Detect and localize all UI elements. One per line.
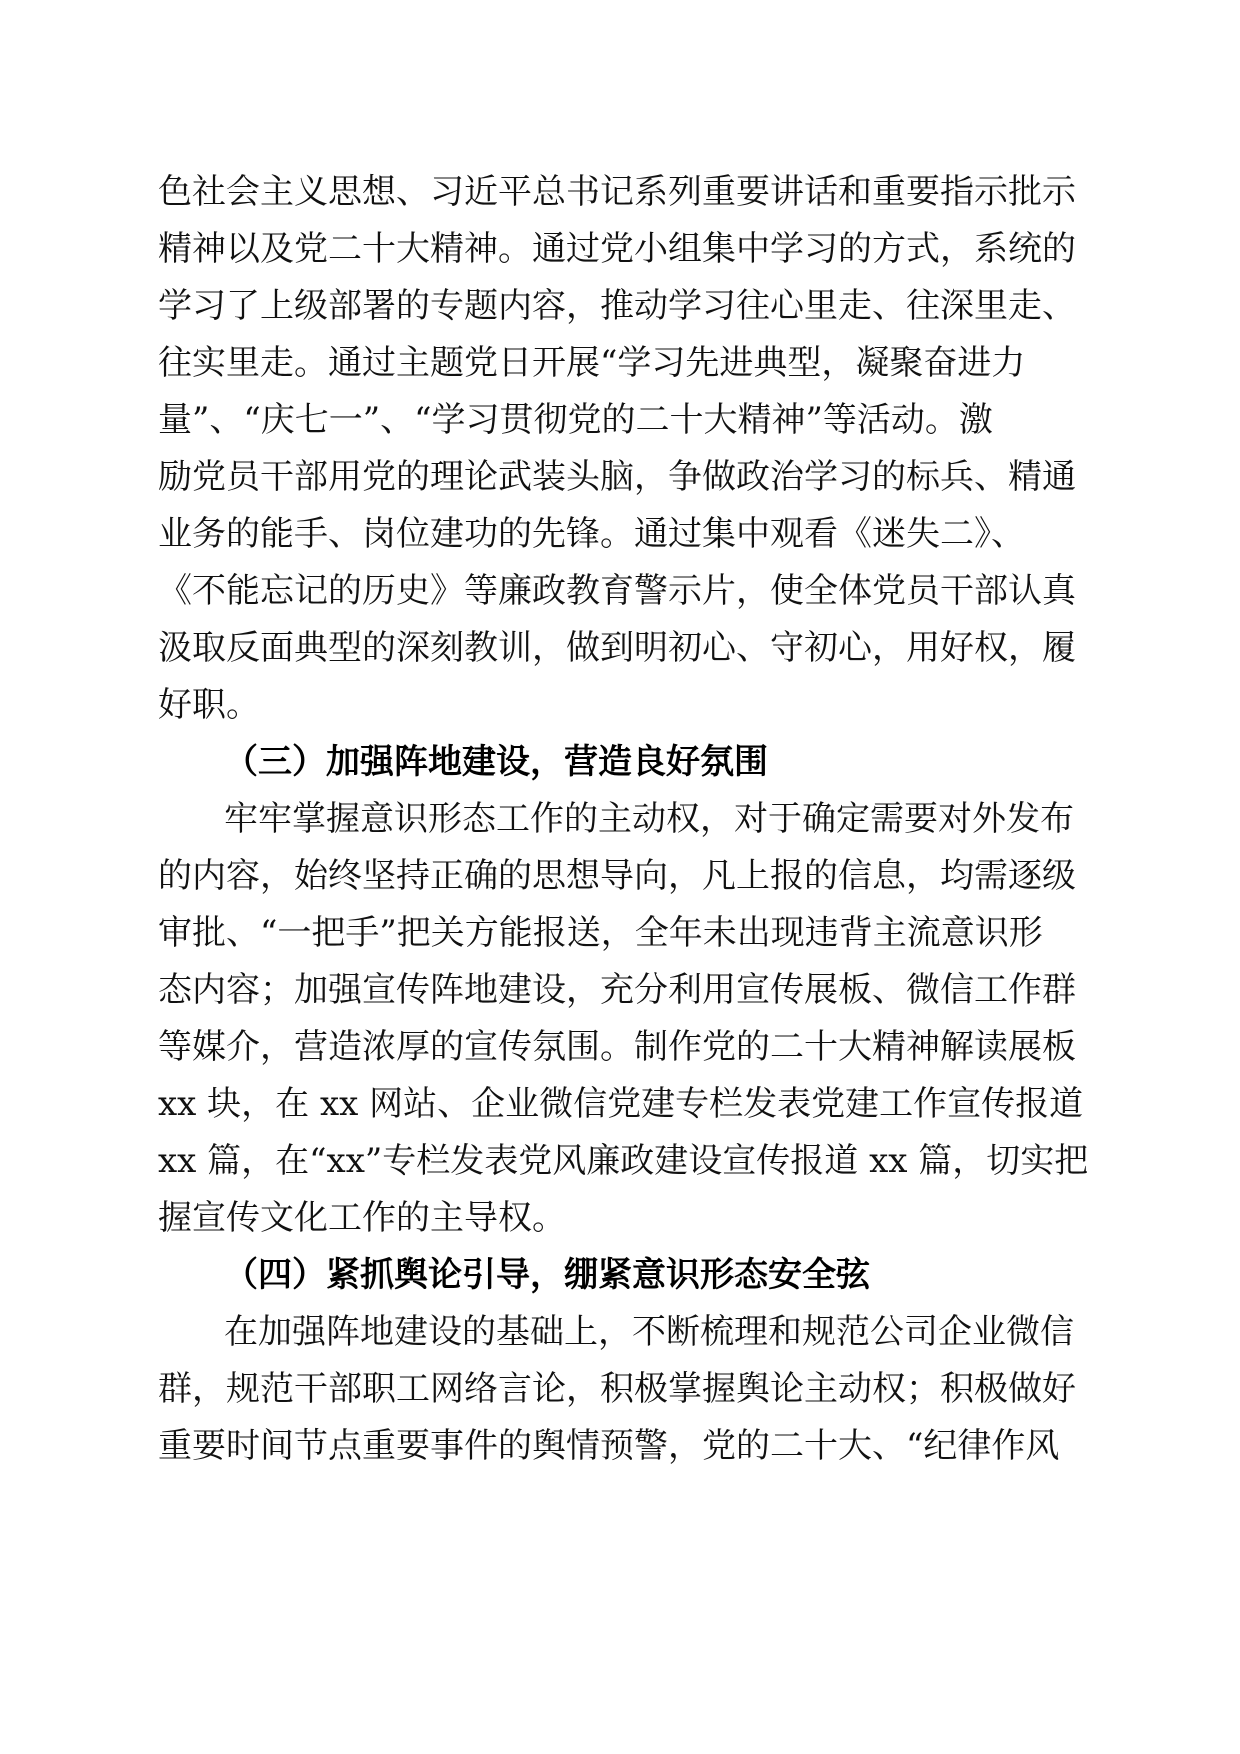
- paragraph-1-line-8: 《不能忘记的历史》等廉政教育警示片，使全体党员干部认真: [158, 571, 1076, 611]
- paragraph-1-line-10: 好职。: [158, 685, 260, 725]
- section-4-heading: （四）紧抓舆论引导，绷紧意识形态安全弦: [224, 1255, 870, 1295]
- paragraph-1-line-2: 精神以及党二十大精神。通过党小组集中学习的方式，系统的: [158, 229, 1076, 269]
- paragraph-1-line-6: 励党员干部用党的理论武装头脑，争做政治学习的标兵、精通: [158, 457, 1076, 497]
- section-4-line-1: 在加强阵地建设的基础上，不断梳理和规范公司企业微信: [224, 1312, 1074, 1352]
- section-3-line-8: 握宣传文化工作的主导权。: [158, 1198, 566, 1238]
- section-4-line-2: 群，规范干部职工网络言论，积极掌握舆论主动权；积极做好: [158, 1369, 1076, 1409]
- paragraph-1-line-3: 学习了上级部署的专题内容，推动学习往心里走、往深里走、: [158, 286, 1076, 326]
- paragraph-1-line-5: 量”、“庆七一”、“学习贯彻党的二十大精神”等活动。激: [158, 400, 993, 440]
- section-3-line-1: 牢牢掌握意识形态工作的主动权，对于确定需要对外发布: [224, 799, 1074, 839]
- paragraph-1-line-1: 色社会主义思想、习近平总书记系列重要讲话和重要指示批示: [158, 172, 1076, 212]
- paragraph-1-line-4: 往实里走。通过主题党日开展“学习先进典型，凝聚奋进力: [158, 343, 1026, 383]
- section-3-line-7: xx 篇，在“xx”专栏发表党风廉政建设宣传报道 xx 篇，切实把: [158, 1141, 1089, 1181]
- section-4-line-3: 重要时间节点重要事件的舆情预警，党的二十大、“纪律作风: [158, 1426, 1060, 1466]
- paragraph-1-line-9: 汲取反面典型的深刻教训，做到明初心、守初心，用好权，履: [158, 628, 1076, 668]
- section-3-heading: （三）加强阵地建设，营造良好氛围: [224, 742, 768, 782]
- section-3-line-4: 态内容；加强宣传阵地建设，充分利用宣传展板、微信工作群: [158, 970, 1076, 1010]
- section-3-line-5: 等媒介，营造浓厚的宣传氛围。制作党的二十大精神解读展板: [158, 1027, 1076, 1067]
- section-3-line-2: 的内容，始终坚持正确的思想导向，凡上报的信息，均需逐级: [158, 856, 1076, 896]
- section-3-line-3: 审批、“一把手”把关方能报送，全年未出现违背主流意识形: [158, 913, 1043, 953]
- paragraph-1-line-7: 业务的能手、岗位建功的先锋。通过集中观看《迷失二》、: [158, 514, 1025, 554]
- section-3-line-6: xx 块，在 xx 网站、企业微信党建专栏发表党建工作宣传报道: [158, 1084, 1084, 1124]
